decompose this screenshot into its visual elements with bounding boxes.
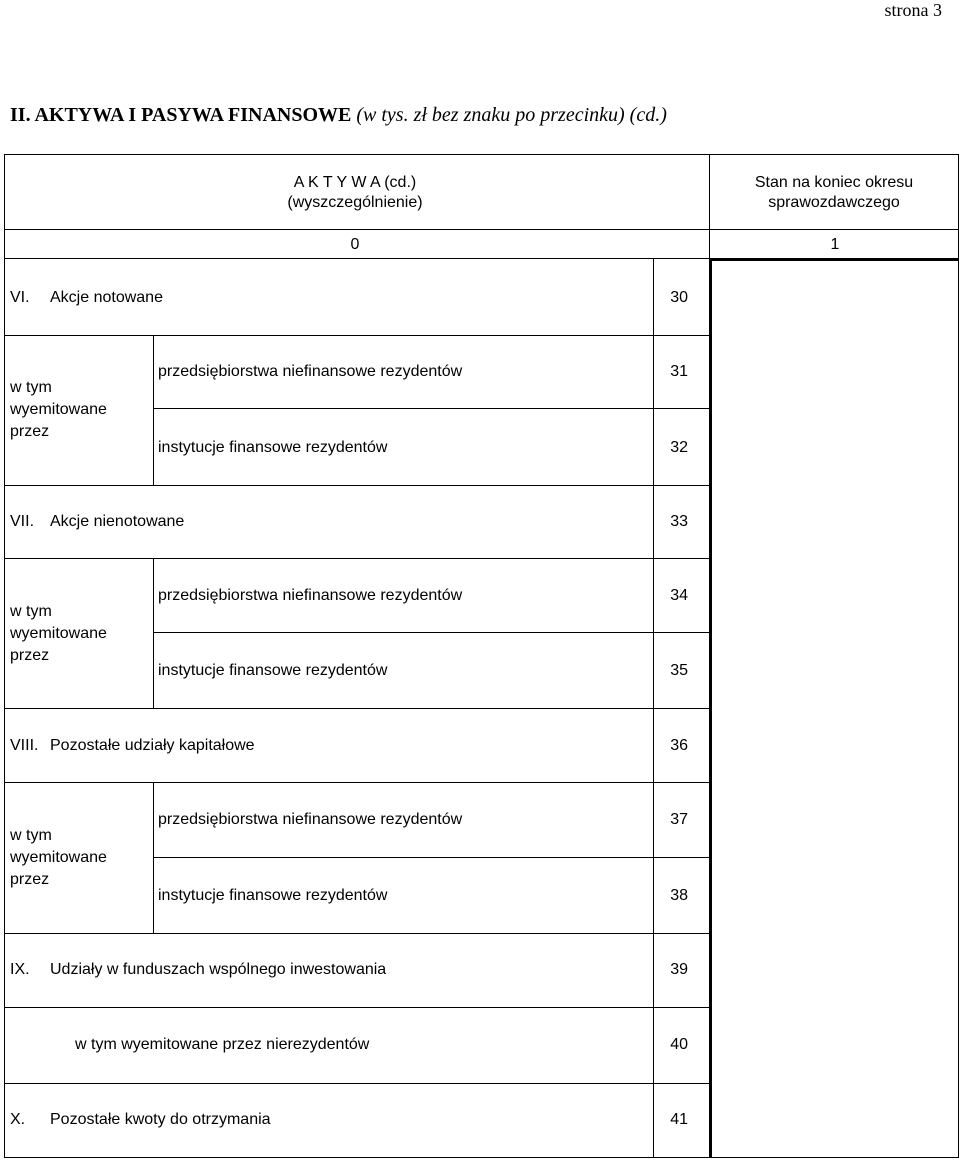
row-37-label: przedsiębiorstwa niefinansowe rezydentów — [158, 811, 463, 828]
row-39-label: IX. Udziały w funduszach wspólnego inwestowania — [10, 961, 387, 978]
group-2-label-line1: w tym — [10, 603, 52, 620]
row-34-number: 34 — [670, 587, 688, 604]
row-40-number: 40 — [670, 1036, 688, 1053]
group-2-label-line2: wyemitowane — [10, 625, 107, 642]
page-number: strona 3 — [884, 0, 942, 20]
row-35-number: 35 — [670, 662, 688, 679]
row-32-number: 32 — [670, 439, 688, 456]
group-3-label-line1: w tym — [10, 827, 52, 844]
row-35-label: instytucje finansowe rezydentów — [158, 662, 388, 679]
row-39-number: 39 — [670, 961, 688, 978]
group-1-label-line2: wyemitowane — [10, 401, 107, 418]
row-41-number: 41 — [670, 1111, 688, 1128]
row-38-number: 38 — [670, 887, 688, 904]
group-1-label-line3: przez — [10, 423, 50, 440]
row-41-label: X. Pozostałe kwoty do otrzymania — [10, 1111, 271, 1128]
row-38-label: instytucje finansowe rezydentów — [158, 887, 388, 904]
row-37-number: 37 — [670, 811, 688, 828]
title-main: II. AKTYWA I PASYWA FINANSOWE — [10, 104, 352, 126]
row-33-label: VII. Akcje nienotowane — [10, 513, 185, 530]
row-30-label: VI. Akcje notowane — [10, 289, 163, 306]
header-col0-index: 0 — [350, 236, 360, 253]
row-32-label: instytucje finansowe rezydentów — [158, 439, 388, 456]
row-36-label: VIII. Pozostałe udziały kapitałowe — [10, 737, 255, 754]
row-31-number: 31 — [670, 363, 688, 380]
header-col1-title: Stan na koniec okresu — [754, 174, 914, 191]
group-3-label-line3: przez — [10, 871, 50, 888]
group-2-label-line3: przez — [10, 647, 50, 664]
row-34-label: przedsiębiorstwa niefinansowe rezydentów — [158, 587, 463, 604]
group-1-label-line1: w tym — [10, 379, 52, 396]
header-col0-subtitle: (wyszczególnienie) — [287, 194, 423, 211]
row-40-label: w tym wyemitowane przez nierezydentów — [75, 1036, 370, 1053]
title-subtitle: (w tys. zł bez znaku po przecinku) (cd.) — [356, 104, 667, 126]
row-30-number: 30 — [670, 289, 688, 306]
row-33-number: 33 — [670, 513, 688, 530]
group-3-label-line2: wyemitowane — [10, 849, 107, 866]
header-col1-index: 1 — [830, 236, 840, 253]
header-col1-subtitle: sprawozdawczego — [768, 194, 900, 211]
header-col0-title: A K T Y W A (cd.) — [293, 174, 417, 191]
row-31-label: przedsiębiorstwa niefinansowe rezydentów — [158, 363, 463, 380]
row-36-number: 36 — [670, 737, 688, 754]
